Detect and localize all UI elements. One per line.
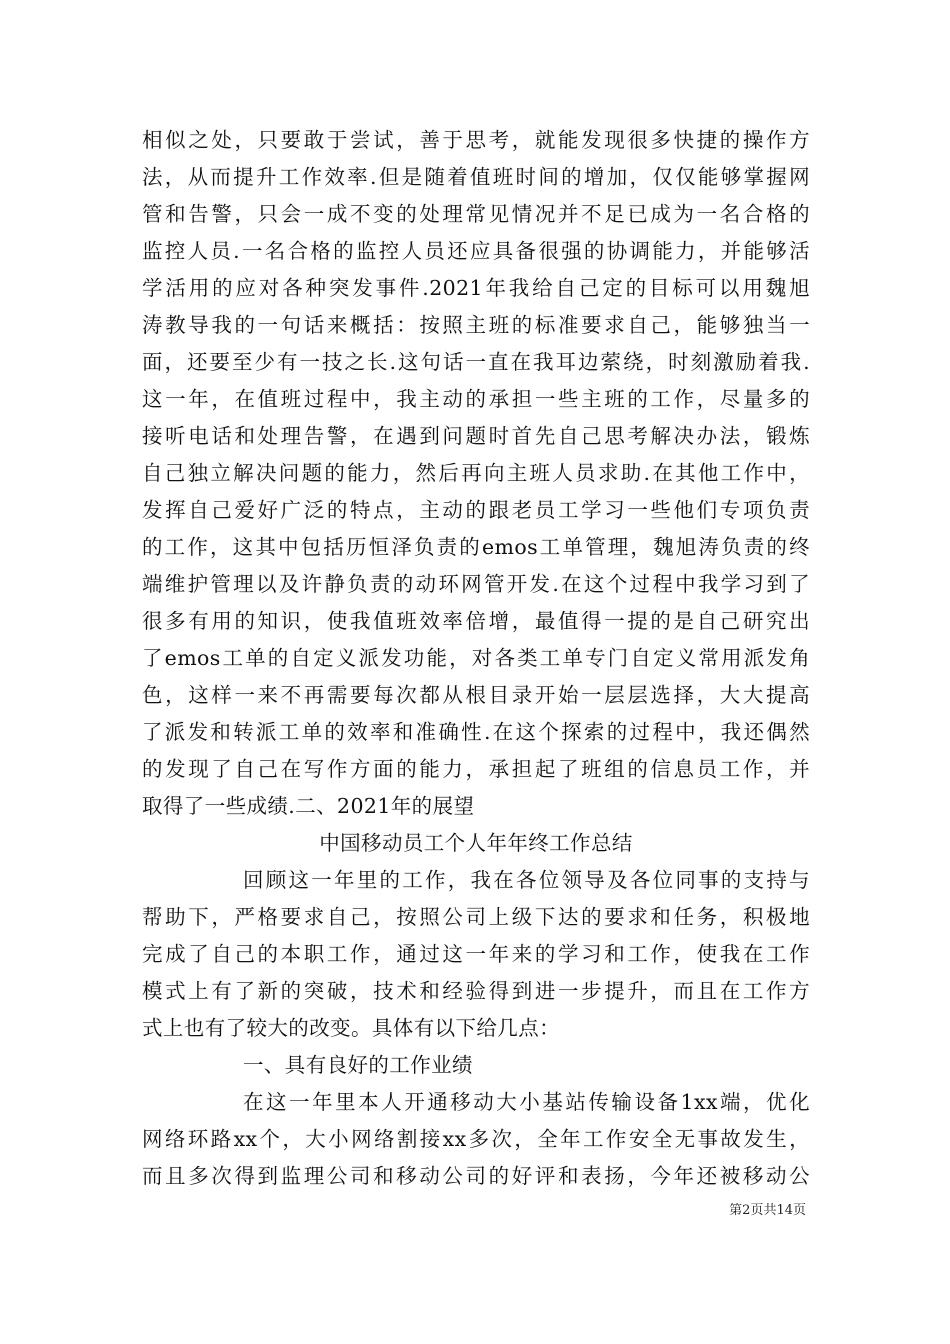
- paragraph-line: 在这一年里本人开通移动大小基站传输设备1xx端，优化: [243, 1090, 810, 1114]
- body-line: 发挥自己爱好广泛的特点，主动的跟老员工学习一些他们专项负责: [142, 498, 810, 522]
- body-line: 端维护管理以及许静负责的动环网管开发.在这个过程中我学习到了: [142, 572, 810, 596]
- body-line: 很多有用的知识，使我值班效率倍增，最值得一提的是自己研究出: [142, 609, 810, 633]
- body-line: 的工作，这其中包括历恒泽负责的emos工单管理，魏旭涛负责的终: [142, 535, 810, 559]
- body-line: 管和告警，只会一成不变的处理常见情况并不足已成为一名合格的: [142, 202, 810, 226]
- body-line: 自己独立解决问题的能力，然后再向主班人员求助.在其他工作中，: [142, 461, 810, 485]
- body-line: 相似之处，只要敢于尝试，善于思考，就能发现很多快捷的操作方: [142, 128, 810, 152]
- body-line: 了派发和转派工单的效率和准确性.在这个探索的过程中，我还偶然: [142, 720, 810, 744]
- paragraph-line: 网络环路xx个，大小网络割接xx多次，全年工作安全无事故发生，: [142, 1127, 810, 1151]
- body-line: 取得了一些成绩.二、2021年的展望: [142, 794, 475, 818]
- paragraph-line: 帮助下，严格要求自己，按照公司上级下达的要求和任务，积极地: [142, 905, 810, 929]
- document-title: 中国移动员工个人年年终工作总结: [319, 831, 633, 855]
- body-line: 色，这样一来不再需要每次都从根目录开始一层层选择，大大提高: [142, 683, 810, 707]
- paragraph-line: 回顾这一年里的工作，我在各位领导及各位同事的支持与: [243, 868, 810, 892]
- page-number: 第2页共14页: [729, 1203, 806, 1218]
- body-line: 法，从而提升工作效率.但是随着值班时间的增加，仅仅能够掌握网: [142, 165, 810, 189]
- body-line: 这一年，在值班过程中，我主动的承担一些主班的工作，尽量多的: [142, 387, 810, 411]
- body-line: 的发现了自己在写作方面的能力，承担起了班组的信息员工作，并: [142, 757, 810, 781]
- body-line: 接听电话和处理告警，在遇到问题时首先自己思考解决办法，锻炼: [142, 424, 810, 448]
- document-body: [142, 122, 810, 1195]
- paragraph-line: 模式上有了新的突破，技术和经验得到进一步提升，而且在工作方: [142, 979, 810, 1003]
- paragraph-line: 而且多次得到监理公司和移动公司的好评和表扬，今年还被移动公: [142, 1164, 810, 1188]
- paragraph-line: 式上也有了较大的改变。具体有以下给几点：: [142, 1016, 560, 1040]
- body-line: 面，还要至少有一技之长.这句话一直在我耳边萦绕，时刻激励着我.: [142, 350, 810, 374]
- body-line: 监控人员.一名合格的监控人员还应具备很强的协调能力，并能够活: [142, 239, 810, 263]
- body-line: 学活用的应对各种突发事件.2021年我给自己定的目标可以用魏旭: [142, 276, 810, 300]
- paragraph-line: 完成了自己的本职工作，通过这一年来的学习和工作，使我在工作: [142, 942, 810, 966]
- body-line: 涛教导我的一句话来概括：按照主班的标准要求自己，能够独当一: [142, 313, 810, 337]
- body-line: 了emos工单的自定义派发功能，对各类工单专门自定义常用派发角: [142, 646, 810, 670]
- section-heading: 一、具有良好的工作业绩: [243, 1053, 473, 1077]
